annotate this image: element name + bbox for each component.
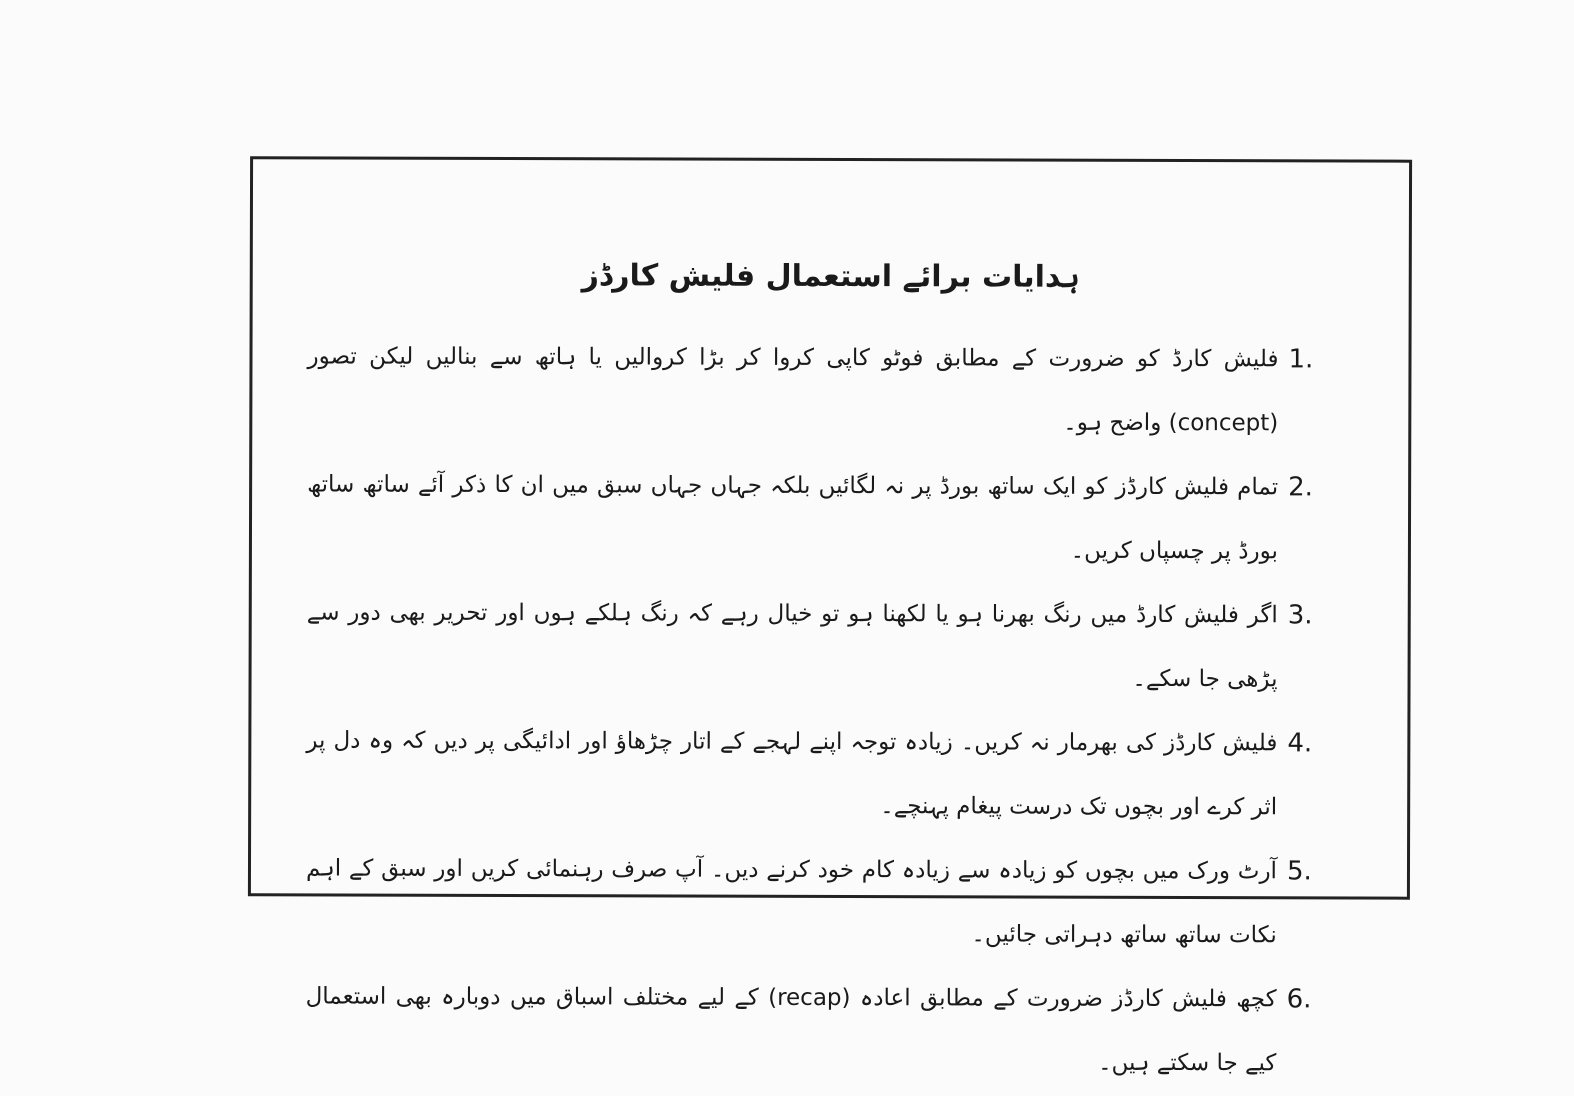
item-number: 3. <box>1287 600 1313 631</box>
instruction-list <box>305 324 1368 1095</box>
item-number: 4. <box>1287 728 1313 759</box>
item-number: 5. <box>1286 856 1312 887</box>
item-text: تمام فلیش کارڈز کو ایک ساتھ بورڈ پر نہ لگائیں بلکہ جہاں جہاں سبق میں ان کا ذکر آئے ساتھ ساتھ بورڈ پر چسپاں کریں۔ <box>307 471 1279 565</box>
item-text: کچھ فلیش کارڈز ضرورت کے مطابق اعادہ (recap) کے لیے مختلف اسباق میں دوبارہ بھی استعمال کیے جا سکتے ہیں۔ <box>305 983 1277 1077</box>
item-text: فلیش کارڈز کی بھرمار نہ کریں۔ زیادہ توجہ اپنے لہجے کے اتار چڑھاؤ اور ادائیگی پر دیں کہ وہ دل پر اثر کرے اور بچوں تک درست پیغام پہنچے۔ <box>306 727 1278 821</box>
instructions-box <box>248 156 1412 1077</box>
list-item <box>305 964 1366 1095</box>
item-number: 1. <box>1288 344 1314 375</box>
item-text: فلیش کارڈ کو ضرورت کے مطابق فوٹو کاپی کروا کر بڑا کروالیں یا ہاتھ سے بنالیں لیکن تصور (concept) واضح ہو۔ <box>307 343 1279 437</box>
item-text: آرٹ ورک میں بچوں کو زیادہ سے زیادہ کام خود کرنے دیں۔ آپ صرف رہنمائی کریں اور سبق کے اہم نکات ساتھ ساتھ دہراتی جائیں۔ <box>305 855 1278 949</box>
list-item <box>307 452 1368 583</box>
page-title: ہدایات برائے استعمال فلیش کارڈز <box>581 258 1080 295</box>
list-item <box>306 708 1367 839</box>
item-text: اگر فلیش کارڈ میں رنگ بھرنا ہو یا لکھنا ہو تو خیال رہے کہ رنگ ہلکے ہوں اور تحریر بھی دور سے پڑھی جا سکے۔ <box>306 599 1278 693</box>
item-number: 2. <box>1288 472 1313 503</box>
list-item <box>306 580 1367 711</box>
list-item <box>306 836 1367 967</box>
list-item <box>307 324 1368 455</box>
item-number: 6. <box>1286 984 1312 1015</box>
